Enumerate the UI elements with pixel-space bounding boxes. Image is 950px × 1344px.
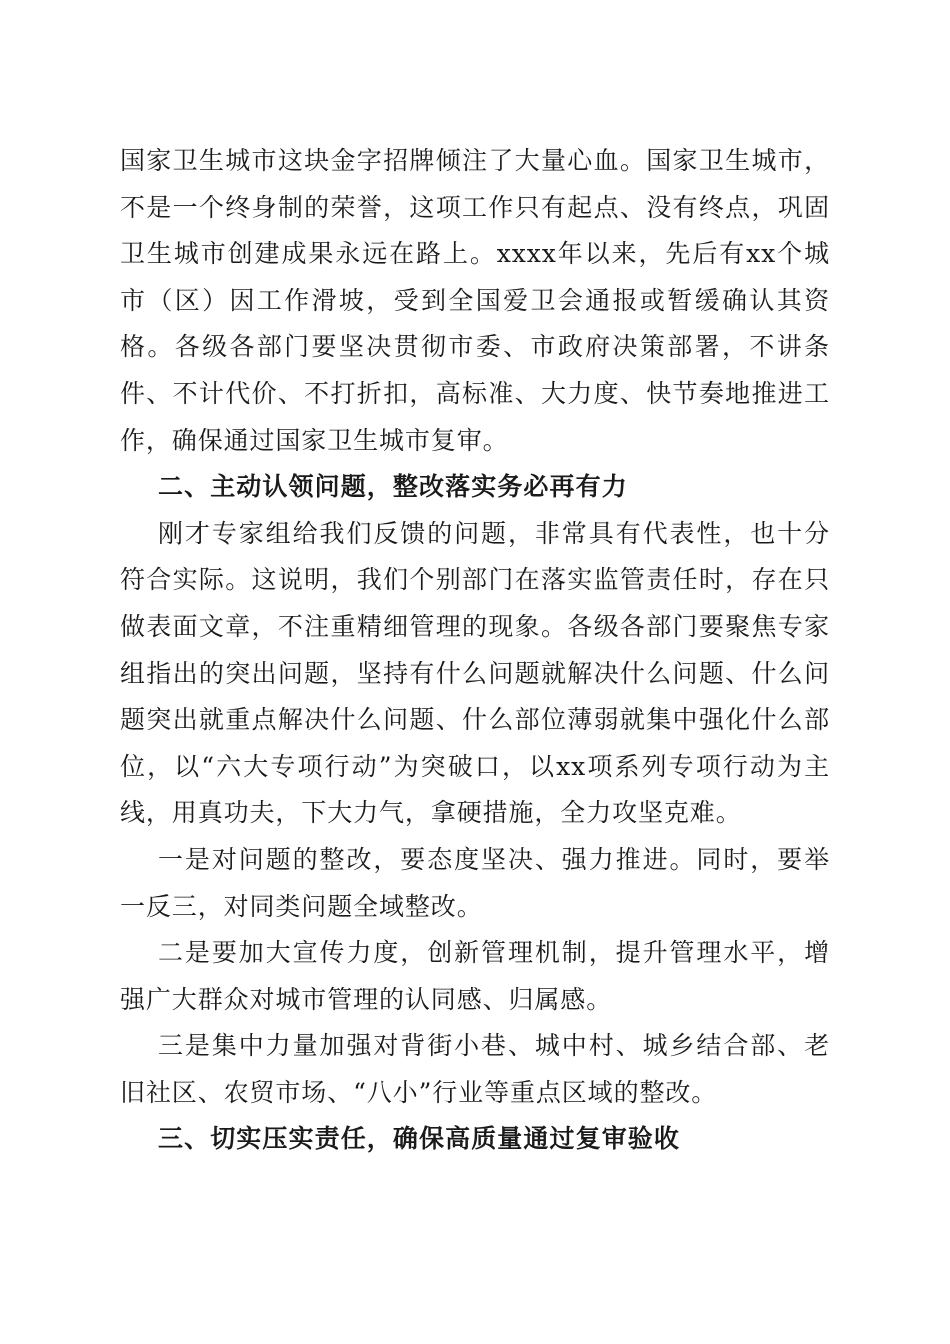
list-item-3: 三是集中力量加强对背街小巷、城中村、城乡结合部、老旧社区、农贸市场、“八小”行业等重点区域的整改。 [120,1031,830,1107]
document-body [120,138,830,1163]
section-heading-2: 二、主动认领问题，整改落实务必再有力 [158,472,628,502]
paragraph-section-2: 刚才专家组给我们反馈的问题，非常具有代表性，也十分符合实际。这说明，我们个别部门在落实监管责任时，存在只做表面文章，不注重精细管理的现象。各级各部门要聚焦专家组指出的突出问题，坚持有什么问题就解决什么问题、什么问题突出就重点解决什么问题、什么部位薄弱就集中强化什么部位，以“六大专项行动”为突破口，以xx项系列专项行动为主线，用真功夫，下大力气，拿硬措施，全力攻坚克难。 [120,518,830,828]
list-item-2: 二是要加大宣传力度，创新管理机制，提升管理水平，增强广大群众对城市管理的认同感、归属感。 [120,938,830,1014]
paragraph-continued: 国家卫生城市这块金字招牌倾注了大量心血。国家卫生城市，不是一个终身制的荣誉，这项工作只有起点、没有终点，巩固卫生城市创建成果永远在路上。xxxx年以来，先后有xx个城市（区）因工作滑坡，受到全国爱卫会通报或暂缓确认其资格。各级各部门要坚决贯彻市委、市政府决策部署，不讲条件、不计代价、不打折扣，高标准、大力度、快节奏地推进工作，确保通过国家卫生城市复审。 [120,146,830,455]
list-item-1: 一是对问题的整改，要态度坚决、强力推进。同时，要举一反三，对同类问题全域整改。 [120,844,830,921]
section-heading-3: 三、切实压实责任，确保高质量通过复审验收 [158,1124,681,1154]
